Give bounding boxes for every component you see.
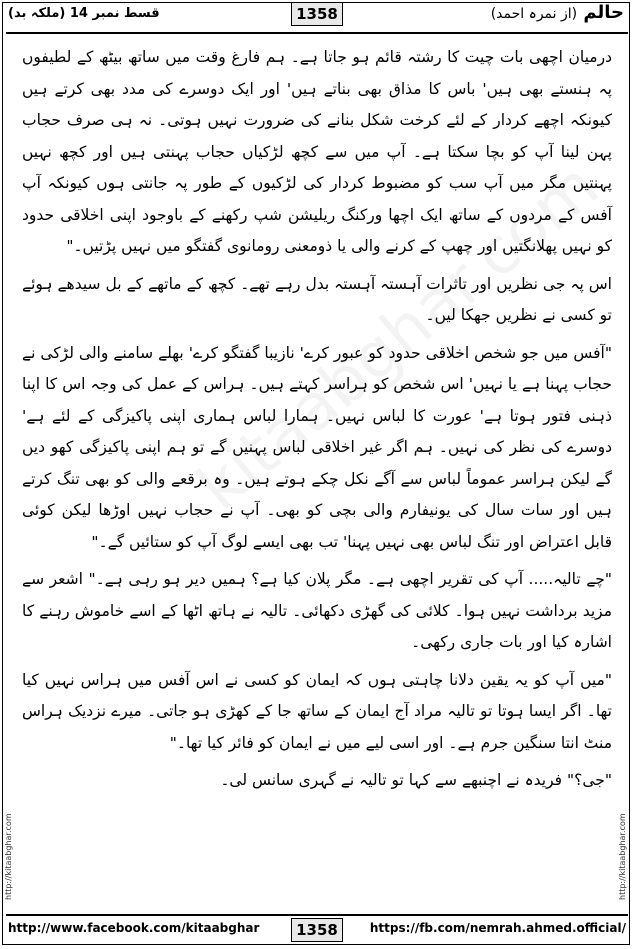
header-page-number: 1358: [291, 2, 343, 26]
right-url-text: http://kitaabghar.com: [618, 813, 627, 900]
facebook-link-right[interactable]: https://fb.com/nemrah.ahmed.official/: [369, 921, 626, 935]
paragraph: درمیان اچھی بات چیت کا رشتہ قائم ہو جاتا ہے۔ ہم فارغ وقت میں ساتھ بیٹھ کے لطیفوں پہ ہنستے بھی ہیں' باس کا مذاق بھی بناتے ہیں' اور ایک دوسرے کی مدد بھی کرتے ہیں کیونکہ اچھے کردار کے لئے کرخت شکل بنانے کی ضرورت نہیں ہوتی۔ نہ ہی صرف حجاب پہن لینا آپ کو بچا سکتا ہے۔ آپ میں سے کچھ لڑکیاں حجاب پہنتی ہیں اور کچھ نہیں پہنتیں مگر میں آپ سب کو مضبوط کردار کی لڑکیوں کے طور پہ جانتی ہوں کیونکہ آپ آفس کے مردوں کے ساتھ ایک اچھا ورکنگ ریلیشن شپ رکھنے کے باوجود اپنی اخلاقی حدود کو نہیں پھلانگتیں اور چھپ کے کرنے والی یا ذومعنی رومانوی گفتگو میں نہیں پڑتیں۔": [22, 48, 612, 255]
paragraph: "چے تالیہ..... آپ کی تقریر اچھی ہے۔ مگر پلان کیا ہے؟ ہمیں دیر ہو رہی ہے۔" اشعر سے مزید برداشت نہیں ہوا۔ کلائی کی گھڑی دکھائی۔ تالیہ نے ہاتھ اٹھا کے اسے خاموش رہنے کا اشارہ کیا اور بات جاری رکھی۔: [22, 570, 612, 651]
right-side-url: [618, 40, 630, 910]
title-text: حالم: [583, 2, 624, 23]
footer-page-number: 1358: [291, 918, 343, 942]
footer-divider: [6, 914, 628, 916]
paragraph: "میں آپ کو یہ یقین دلانا چاہتی ہوں کہ ایمان کو کسی نے اس آفس میں ہراس نہیں کیا تھا۔ اگر ایسا ہوتا تو تالیہ مراد آج ایمان کے ساتھ جا کے کھڑی ہو جاتی۔ میرے نزدیک ہراس منٹ انتا سنگین جرم ہے۔ اور اسی لیے میں نے ایمان کو فائر کیا تھا۔": [22, 670, 612, 752]
paragraph: اس پہ جی نظریں اور تاثرات آہستہ آہستہ بدل رہے تھے۔ کچھ کے ماتھے کے بل سیدھے ہوئے تو کسی نے نظریں جھکا لیں۔: [22, 274, 612, 324]
novel-title: [491, 2, 624, 23]
left-url-text: http://kitaabghar.com: [4, 813, 13, 900]
left-side-url: [4, 40, 16, 910]
episode-label: قسط نمبر 14 (ملکہ بد): [8, 6, 160, 21]
paragraph: "آفس میں جو شخص اخلاقی حدود کو عبور کرے' نازیبا گفتگو کرے' بھلے سامنے والی لڑکی نے حجاب پہنا ہے یا نہیں' اس شخص کو ہراسر کہتے ہیں۔ ہراس کے عمل کی وجہ اس کا اپنا ذہنی فتور ہوتا ہے' عورت کا لباس نہیں۔ ہمارا لباس ہماری اپنی پاکیزگی کے لئے ہے' دوسرے کی نظر کی نہیں۔ ہم اگر غیر اخلاقی لباس پہنیں گے تو ہم اپنی پاکیزگی کھو دیں گے لیکن ہراسر عموماً لباس سے آگے نکل چکے ہوتے ہیں۔ وہ برقعے والی کو بھی تنگ کرتے ہیں اور سات سال کی یونیفارم والی بچی کو بھی۔ آپ نے حجاب نہیں اوڑھا لیکن کوئی قابل اعتراض اور تنگ لباس بھی نہیں پہنا' تب بھی ایسے لوگ آپ کو ستائیں گے۔": [22, 343, 612, 551]
author-text: (از نمرہ احمد): [490, 6, 578, 22]
paragraph: "جی؟" فریدہ نے اچنبھے سے کہا تو تالیہ نے گہری سانس لی۔: [220, 771, 612, 789]
header-divider: [6, 32, 628, 34]
article-body: [22, 42, 612, 890]
facebook-link-left[interactable]: http://www.facebook.com/kitaabghar: [8, 921, 260, 935]
